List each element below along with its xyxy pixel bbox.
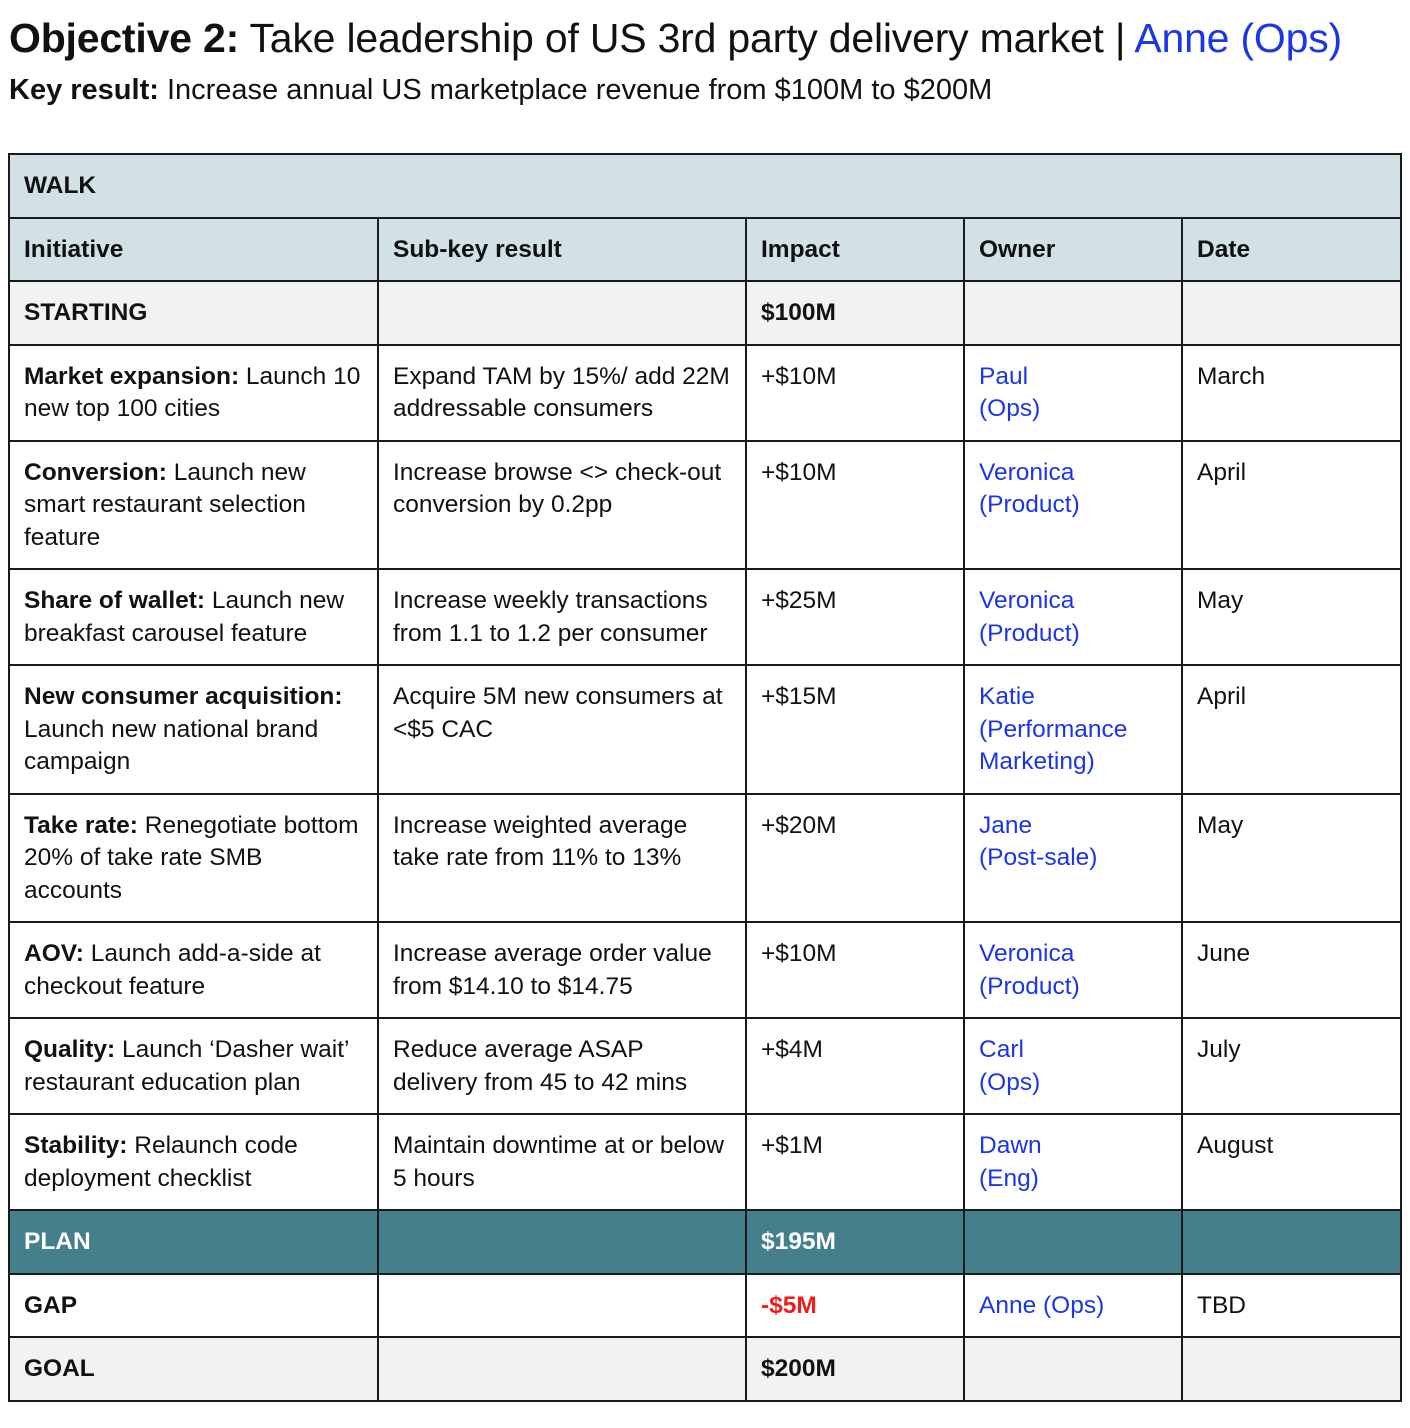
date-cell: March: [1182, 345, 1401, 441]
plan-date: [1182, 1210, 1401, 1274]
column-header-initiative: Initiative: [9, 218, 378, 282]
initiative-cell: [9, 569, 378, 665]
date-cell: June: [1182, 922, 1401, 1018]
initiative-label: Quality:: [24, 1036, 116, 1063]
initiative-label: Stability:: [24, 1132, 128, 1159]
date-cell: May: [1182, 794, 1401, 923]
starting-label: STARTING: [9, 281, 378, 345]
initiative-cell: [9, 1114, 378, 1210]
initiative-cell: [9, 922, 378, 1018]
column-header-impact: Impact: [746, 218, 964, 282]
walk-table: [8, 153, 1402, 1402]
initiative-cell: [9, 345, 378, 441]
owner-cell: [964, 665, 1182, 794]
column-header-owner: Owner: [964, 218, 1182, 282]
initiative-label: Share of wallet:: [24, 587, 206, 614]
starting-sub-key-result: [378, 281, 746, 345]
sub-key-result-cell: Increase weighted average take rate from 11% to 13%: [378, 794, 746, 923]
goal-impact: $200M: [746, 1337, 964, 1401]
owner-cell: [964, 345, 1182, 441]
sub-key-result-cell: Increase weekly transactions from 1.1 to 1.2 per consumer: [378, 569, 746, 665]
initiative-label: New consumer acquisition:: [24, 683, 343, 710]
key-result: [9, 70, 992, 110]
initiative-cell: [9, 1018, 378, 1114]
column-header-row: [9, 218, 1401, 282]
date-cell: August: [1182, 1114, 1401, 1210]
sub-key-result-cell: Increase average order value from $14.10 to $14.75: [378, 922, 746, 1018]
initiative-label: AOV:: [24, 940, 84, 967]
starting-date: [1182, 281, 1401, 345]
goal-sub-key-result: [378, 1337, 746, 1401]
gap-owner: Anne (Ops): [964, 1274, 1182, 1338]
objective-text: Take leadership of US 3rd party delivery market |: [239, 15, 1135, 61]
plan-impact: $195M: [746, 1210, 964, 1274]
goal-label: GOAL: [9, 1337, 378, 1401]
table-row: [9, 345, 1401, 441]
initiative-label: Take rate:: [24, 811, 138, 839]
owner-name: Katie: [979, 683, 1035, 710]
table-row: [9, 569, 1401, 665]
objective-title: [9, 10, 1342, 66]
owner-team: (Product): [979, 619, 1080, 647]
owner-cell: [964, 794, 1182, 923]
impact-cell: +$4M: [746, 1018, 964, 1114]
key-result-label: Key result:: [9, 74, 159, 106]
initiative-text: Launch 10 new top 100 cities: [24, 362, 361, 422]
table-row: [9, 665, 1401, 794]
initiative-text: Launch ‘Dasher wait’ restaurant education plan: [24, 1036, 349, 1096]
goal-date: [1182, 1337, 1401, 1401]
table-row: [9, 441, 1401, 570]
owner-team: (Post-sale): [979, 844, 1098, 871]
owner-team: (Ops): [979, 395, 1041, 422]
table-row: [9, 794, 1401, 923]
goal-owner: [964, 1337, 1182, 1401]
initiative-text: Launch new breakfast carousel feature: [24, 587, 345, 647]
table-row: [9, 1018, 1401, 1114]
initiative-text: Relaunch code deployment checklist: [24, 1132, 298, 1192]
starting-row: [9, 281, 1401, 345]
objective-owner: Anne (Ops): [1134, 15, 1342, 61]
owner-team: (Performance Marketing): [979, 715, 1128, 775]
objective-label: Objective 2:: [9, 15, 240, 61]
owner-cell: [964, 1114, 1182, 1210]
impact-cell: +$20M: [746, 794, 964, 923]
starting-impact: $100M: [746, 281, 964, 345]
impact-cell: +$10M: [746, 345, 964, 441]
sub-key-result-cell: Acquire 5M new consumers at <$5 CAC: [378, 665, 746, 794]
impact-cell: +$10M: [746, 441, 964, 570]
sub-key-result-cell: Reduce average ASAP delivery from 45 to 42 mins: [378, 1018, 746, 1114]
sub-key-result-cell: Maintain downtime at or below 5 hours: [378, 1114, 746, 1210]
initiative-text: Launch add-a-side at checkout feature: [24, 940, 321, 1000]
date-cell: April: [1182, 441, 1401, 570]
impact-cell: +$25M: [746, 569, 964, 665]
initiative-cell: [9, 794, 378, 923]
date-cell: July: [1182, 1018, 1401, 1114]
starting-owner: [964, 281, 1182, 345]
owner-name: Dawn: [979, 1132, 1042, 1159]
owner-name: Veronica: [979, 587, 1075, 614]
gap-label: GAP: [9, 1274, 378, 1338]
initiative-text: Launch new smart restaurant selection feature: [24, 458, 306, 551]
date-cell: April: [1182, 665, 1401, 794]
owner-name: Veronica: [979, 458, 1075, 486]
sub-key-result-cell: Expand TAM by 15%/ add 22M addressable consumers: [378, 345, 746, 441]
table-row: [9, 922, 1401, 1018]
owner-team: (Ops): [979, 1068, 1041, 1096]
initiative-cell: [9, 665, 378, 794]
initiative-text: Renegotiate bottom 20% of take rate SMB accounts: [24, 811, 359, 904]
plan-owner: [964, 1210, 1182, 1274]
plan-row: [9, 1210, 1401, 1274]
owner-cell: [964, 1018, 1182, 1114]
owner-team: (Product): [979, 972, 1080, 1000]
walk-section-row: [9, 154, 1401, 218]
gap-row: [9, 1274, 1401, 1338]
impact-cell: +$1M: [746, 1114, 964, 1210]
key-result-text: Increase annual US marketplace revenue from $100M to $200M: [158, 74, 993, 106]
gap-sub-key-result: [378, 1274, 746, 1338]
owner-team: (Product): [979, 491, 1080, 518]
owner-name: Carl: [979, 1036, 1024, 1063]
owner-cell: [964, 569, 1182, 665]
column-header-sub-key-result: Sub-key result: [378, 218, 746, 282]
walk-section-title: WALK: [9, 154, 1401, 218]
plan-sub-key-result: [378, 1210, 746, 1274]
initiative-cell: [9, 441, 378, 570]
initiative-label: Market expansion:: [24, 362, 240, 390]
owner-name: Jane: [979, 811, 1033, 839]
gap-impact: -$5M: [746, 1274, 964, 1338]
owner-name: Veronica: [979, 940, 1075, 967]
owner-name: Paul: [979, 362, 1029, 390]
impact-cell: +$15M: [746, 665, 964, 794]
table-row: [9, 1114, 1401, 1210]
owner-team: (Eng): [979, 1164, 1039, 1192]
column-header-date: Date: [1182, 218, 1401, 282]
date-cell: May: [1182, 569, 1401, 665]
gap-date: TBD: [1182, 1274, 1401, 1338]
initiative-label: Conversion:: [24, 458, 167, 486]
owner-cell: [964, 441, 1182, 570]
owner-cell: [964, 922, 1182, 1018]
initiative-text: Launch new national brand campaign: [24, 715, 319, 775]
plan-label: PLAN: [9, 1210, 378, 1274]
sub-key-result-cell: Increase browse <> check-out conversion by 0.2pp: [378, 441, 746, 570]
impact-cell: +$10M: [746, 922, 964, 1018]
goal-row: [9, 1337, 1401, 1401]
